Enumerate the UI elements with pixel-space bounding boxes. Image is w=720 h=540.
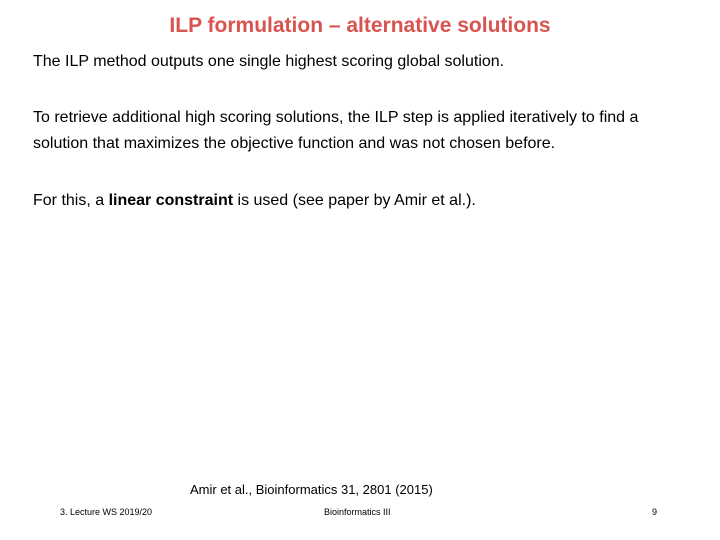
footer-page-number: 9 [652, 507, 658, 517]
paragraph-linear-constraint [33, 188, 693, 214]
citation-reference: Amir et al., Bioinformatics 31, 2801 (2015) [190, 482, 433, 497]
footer-lecture: 3. Lecture WS 2019/20 [60, 507, 153, 517]
paragraph-suffix: is used (see paper by Amir et al.). [233, 192, 476, 209]
paragraph-prefix: For this, a [33, 192, 109, 209]
footer-course: Bioinformatics III [324, 507, 391, 517]
paragraph-ilp-output: The ILP method outputs one single highest scoring global solution. [33, 53, 505, 70]
slide-title: ILP formulation – alternative solutions [169, 14, 551, 37]
linear-constraint-emphasis: linear constraint [108, 192, 234, 209]
paragraph-iterative-ilp: To retrieve additional high scoring solutions, the ILP step is applied iteratively to find a solution that maximizes the objective function and was not chosen before. [33, 109, 639, 152]
